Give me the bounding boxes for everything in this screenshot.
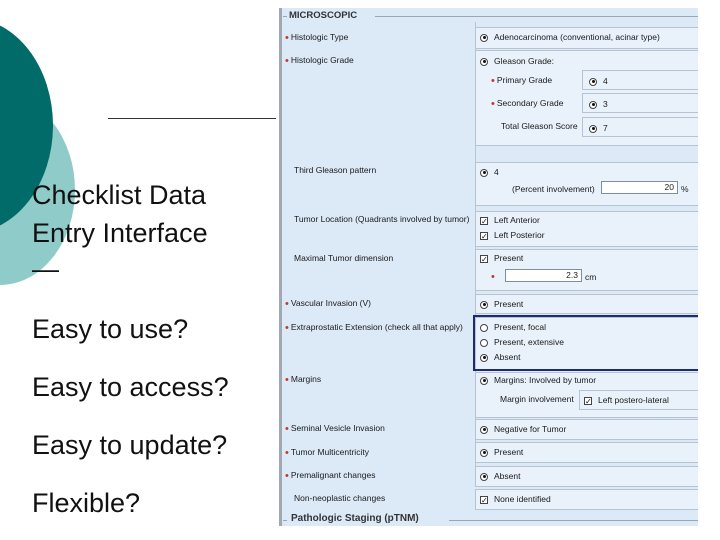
radio-icon xyxy=(480,377,488,385)
checkbox-left-postero-lateral[interactable] xyxy=(584,395,669,405)
checkbox-left-posterior[interactable] xyxy=(480,230,545,240)
staging-line-left xyxy=(283,520,287,521)
multicentricity-value: Present xyxy=(494,447,524,457)
radio-secondary-grade[interactable] xyxy=(589,99,608,109)
max-dimension-value: Present xyxy=(494,253,524,263)
margin-involvement-value: Left postero-lateral xyxy=(598,395,669,405)
checkbox-icon xyxy=(480,496,488,504)
label-premalignant xyxy=(285,469,375,481)
checkbox-icon xyxy=(480,255,488,263)
label-primary-grade xyxy=(491,74,552,86)
label-extraprostatic xyxy=(285,321,463,333)
radio-negative-for-tumor[interactable] xyxy=(480,424,566,434)
label-non-neoplastic: Non-neoplastic changes xyxy=(294,493,386,503)
non-neoplastic-value: None identified xyxy=(494,494,551,504)
staging-line-right xyxy=(449,520,698,521)
radio-icon xyxy=(480,34,488,42)
radio-third-gleason[interactable] xyxy=(480,167,499,177)
label-percent-involvement: (Percent involvement) xyxy=(512,184,595,194)
checkbox-none-identified[interactable] xyxy=(480,494,551,504)
radio-icon xyxy=(589,125,597,133)
extraprostatic-text: Extraprostatic Extension (check all that apply) xyxy=(290,322,463,332)
checkbox-left-anterior[interactable] xyxy=(480,215,540,225)
question-easy-to-access: Easy to access? xyxy=(32,372,229,402)
multicentricity-text: Tumor Multicentricity xyxy=(290,447,369,457)
max-dimension-bullet xyxy=(491,270,497,282)
gleason-grade-value: Gleason Grade: xyxy=(494,56,555,66)
label-multicentricity xyxy=(285,446,369,458)
tumor-size-unit: cm xyxy=(585,272,597,282)
radio-gleason-grade[interactable] xyxy=(480,56,554,66)
slide-title-dash: — xyxy=(32,254,59,284)
radio-total-gleason[interactable] xyxy=(589,123,608,133)
section-title-pathologic-staging: Pathologic Staging (pTNM) xyxy=(291,513,419,524)
radio-icon xyxy=(480,324,488,332)
secondary-grade-value: 3 xyxy=(603,99,608,109)
label-histologic-type xyxy=(285,31,348,43)
premalignant-value: Absent xyxy=(494,471,521,481)
section-title-microscopic: MICROSCOPIC xyxy=(289,10,358,21)
radio-premalignant-absent[interactable] xyxy=(480,471,520,481)
legend-line-right xyxy=(375,16,698,17)
checklist-form-panel xyxy=(279,8,698,526)
radio-multicentricity-present[interactable] xyxy=(480,447,523,457)
question-easy-to-use: Easy to use? xyxy=(32,314,189,344)
margins-text: Margins xyxy=(290,374,322,384)
radio-icon xyxy=(480,339,488,347)
absent-text: Absent xyxy=(494,352,521,362)
label-vascular-invasion xyxy=(285,297,371,309)
radio-primary-grade[interactable] xyxy=(589,76,608,86)
vascular-invasion-value: Present xyxy=(494,299,524,309)
label-max-dimension: Maximal Tumor dimension xyxy=(294,253,394,263)
radio-icon xyxy=(480,426,488,434)
histologic-type-value: Adenocarcinoma (conventional, acinar type) xyxy=(494,32,660,42)
radio-icon xyxy=(480,354,488,362)
label-secondary-grade xyxy=(491,97,563,109)
margins-value: Margins: Involved by tumor xyxy=(494,375,597,385)
checkbox-max-dimension-present[interactable] xyxy=(480,253,523,263)
radio-icon xyxy=(480,301,488,309)
radio-icon xyxy=(480,58,488,66)
label-seminal-vesicle xyxy=(285,422,385,434)
vascular-invasion-text: Vascular Invasion (V) xyxy=(290,298,372,308)
radio-present-focal[interactable] xyxy=(480,322,546,332)
percent-involvement-input[interactable]: 20 xyxy=(601,181,678,194)
panel-edge xyxy=(279,8,282,526)
label-margins xyxy=(285,373,321,385)
percent-unit: % xyxy=(681,184,689,194)
label-margin-involvement: Margin involvement xyxy=(500,394,574,404)
radio-present-extensive[interactable] xyxy=(480,337,564,347)
radio-margins-involved[interactable] xyxy=(480,375,596,385)
title-rule xyxy=(108,118,276,119)
radio-icon xyxy=(589,78,597,86)
total-gleason-value: 7 xyxy=(603,123,608,133)
secondary-grade-text: Secondary Grade xyxy=(496,98,564,108)
checkbox-icon xyxy=(480,217,488,225)
primary-grade-text: Primary Grade xyxy=(496,75,553,85)
label-histologic-type-text: Histologic Type xyxy=(290,32,349,42)
third-gleason-value: 4 xyxy=(494,167,499,177)
radio-histologic-type[interactable] xyxy=(480,32,660,42)
label-tumor-location: Tumor Location (Quadrants involved by tumor) xyxy=(294,214,470,224)
seminal-vesicle-value: Negative for Tumor xyxy=(494,424,567,434)
label-total-gleason: Total Gleason Score xyxy=(501,121,578,131)
radio-icon xyxy=(589,101,597,109)
present-focal-text: Present, focal xyxy=(494,322,546,332)
radio-absent[interactable] xyxy=(480,352,520,362)
checkbox-icon xyxy=(480,232,488,240)
tumor-size-input[interactable]: 2.3 xyxy=(505,269,582,282)
present-extensive-text: Present, extensive xyxy=(494,337,564,347)
checkbox-icon xyxy=(584,397,592,405)
left-posterior-text: Left Posterior xyxy=(494,230,545,240)
radio-icon xyxy=(480,473,488,481)
question-easy-to-update: Easy to update? xyxy=(32,430,228,460)
label-third-gleason: Third Gleason pattern xyxy=(294,165,377,175)
question-flexible: Flexible? xyxy=(32,488,141,518)
radio-icon xyxy=(480,449,488,457)
label-histologic-grade xyxy=(285,54,354,66)
seminal-vesicle-text: Seminal Vesicle Invasion xyxy=(290,423,385,433)
radio-icon xyxy=(480,169,488,177)
radio-vascular-invasion-present[interactable] xyxy=(480,299,523,309)
left-anterior-text: Left Anterior xyxy=(494,215,540,225)
premalignant-text: Premalignant changes xyxy=(290,470,376,480)
slide-title-line1: Checklist Data xyxy=(32,180,207,210)
slide-title-line2: Entry Interface xyxy=(32,218,208,248)
primary-grade-value: 4 xyxy=(603,76,608,86)
label-histologic-grade-text: Histologic Grade xyxy=(290,55,354,65)
